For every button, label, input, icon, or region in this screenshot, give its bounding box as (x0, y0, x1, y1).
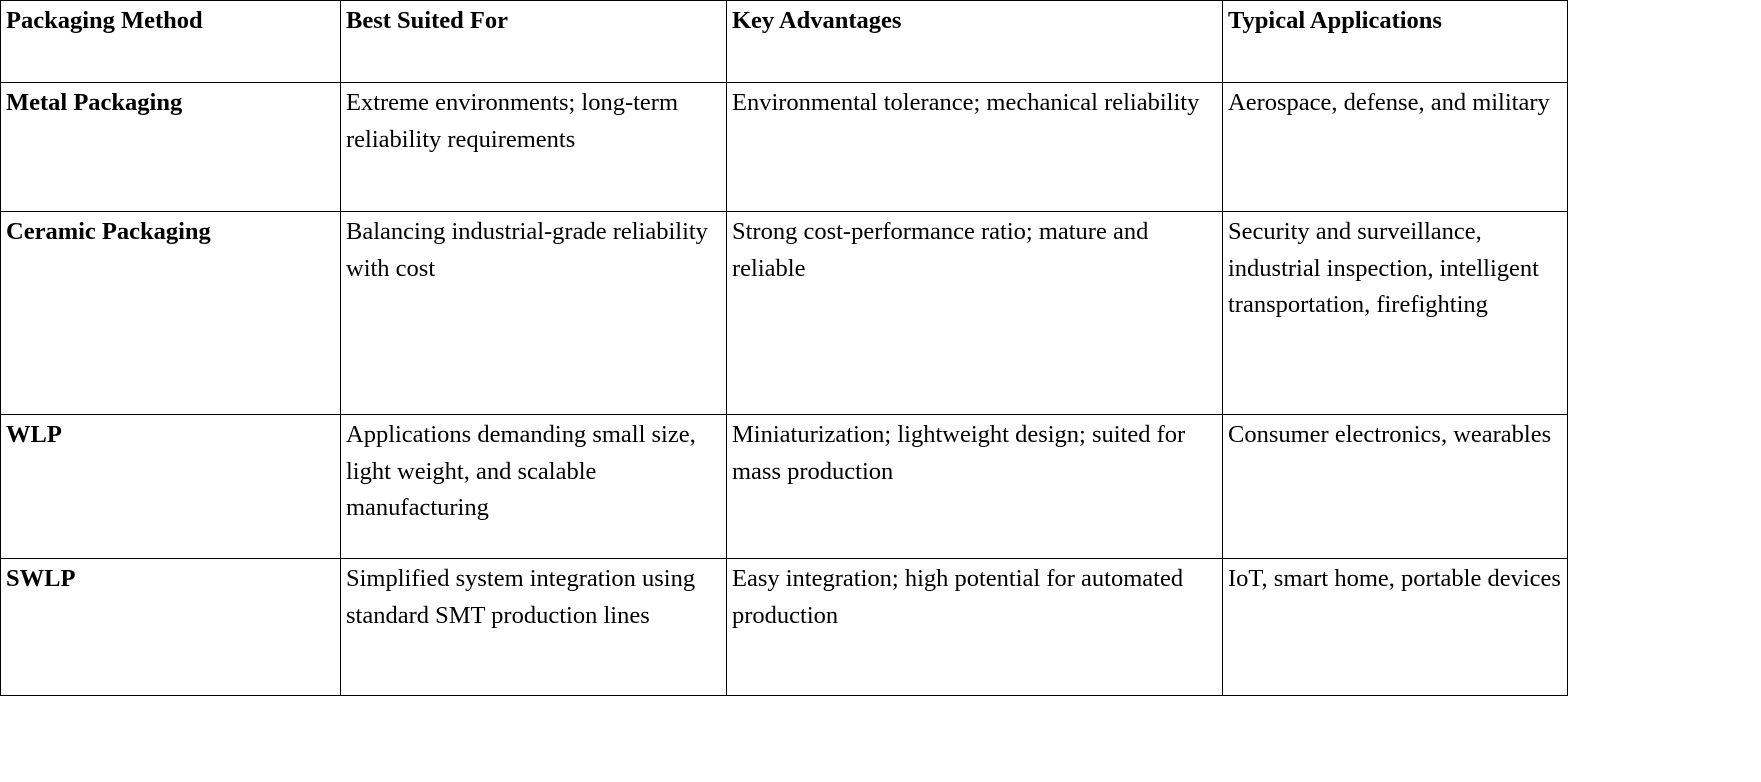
method-cell: Metal Packaging (1, 83, 341, 212)
table-header-row (1, 1, 1568, 83)
best-suited-cell: Simplified system integration using standard SMT production lines (341, 559, 727, 696)
method-cell: WLP (1, 415, 341, 559)
applications-cell: IoT, smart home, portable devices (1223, 559, 1568, 696)
table-row (1, 212, 1568, 415)
header-packaging-method: Packaging Method (1, 1, 341, 83)
table-row (1, 415, 1568, 559)
best-suited-cell: Extreme environments; long-term reliability requirements (341, 83, 727, 212)
best-suited-cell: Balancing industrial-grade reliability with cost (341, 212, 727, 415)
table-row (1, 559, 1568, 696)
method-cell: SWLP (1, 559, 341, 696)
header-typical-applications: Typical Applications (1223, 1, 1568, 83)
header-key-advantages: Key Advantages (727, 1, 1223, 83)
advantages-cell: Miniaturization; lightweight design; suited for mass production (727, 415, 1223, 559)
advantages-cell: Strong cost-performance ratio; mature and reliable (727, 212, 1223, 415)
applications-cell: Aerospace, defense, and military (1223, 83, 1568, 212)
advantages-cell: Environmental tolerance; mechanical reliability (727, 83, 1223, 212)
applications-cell: Consumer electronics, wearables (1223, 415, 1568, 559)
best-suited-cell: Applications demanding small size, light weight, and scalable manufacturing (341, 415, 727, 559)
applications-cell: Security and surveillance, industrial inspection, intelligent transportation, firefighting (1223, 212, 1568, 415)
method-cell: Ceramic Packaging (1, 212, 341, 415)
header-best-suited-for: Best Suited For (341, 1, 727, 83)
advantages-cell: Easy integration; high potential for automated production (727, 559, 1223, 696)
table-row (1, 83, 1568, 212)
